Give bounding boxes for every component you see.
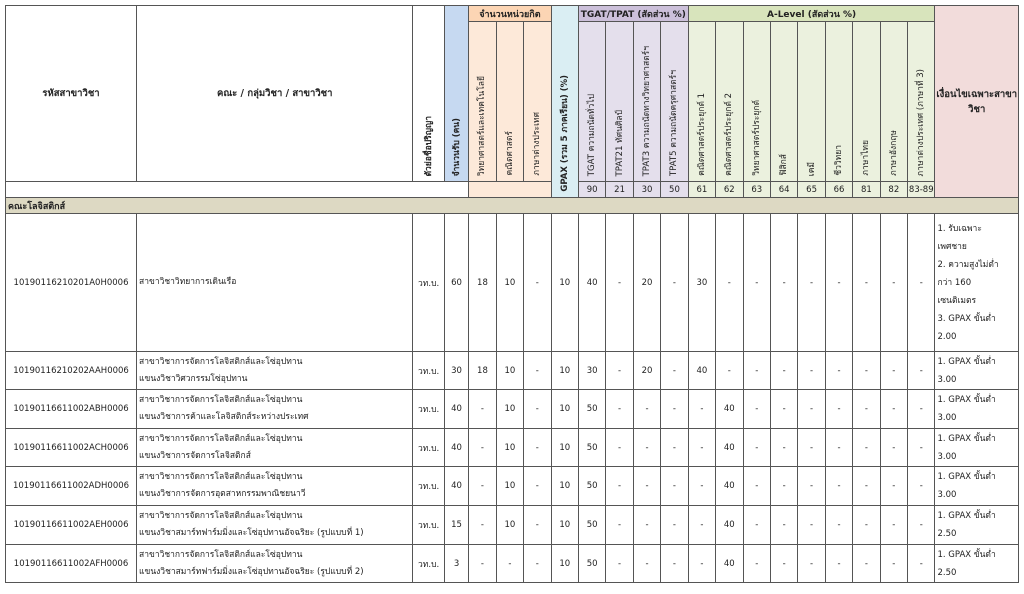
tgat-group-header: TGAT/TPAT (สัดส่วน %) [578, 6, 688, 22]
units-cell: - [469, 390, 496, 429]
units-cell: - [469, 429, 496, 467]
tgat-score-cell: - [606, 429, 633, 467]
alevel-score-cell: - [825, 545, 852, 583]
condition-line: 1. GPAX ขั้นต่ำ [937, 356, 996, 367]
header-code-row [6, 182, 1019, 198]
alevel-col-label: ภาษาต่างประเทศ (ภาษาที่ 3) [916, 68, 927, 176]
program-code-cell: 10190116210202AAH0006 [6, 352, 137, 390]
alevel-col-header [798, 22, 825, 182]
alevel-score-cell: - [688, 506, 715, 545]
tgat-col-header [578, 22, 605, 182]
units-col-header [496, 22, 523, 182]
program-track-line: แขนงวิชาการจัดการอุตสาหกรรมพาณิชยนาวี [139, 489, 306, 499]
program-track-line: แขนงวิชาสมาร์ทฟาร์มมิ่งและโซ่อุปทานอัจฉริยะ (รูปแบบที่ 1) [139, 528, 364, 538]
alevel-score-cell: 30 [688, 214, 715, 352]
tgat-score-cell: - [606, 467, 633, 506]
alevel-score-cell: - [798, 352, 825, 390]
alevel-score-cell: 40 [716, 545, 743, 583]
condition-line: 1. GPAX ขั้นต่ำ [937, 549, 996, 560]
program-track-line: แขนงวิชาการค้าและโลจิสติกส์ระหว่างประเทศ [139, 412, 309, 422]
quota-cell: 3 [444, 545, 468, 583]
alevel-score-cell: - [743, 214, 770, 352]
units-cell: - [469, 545, 496, 583]
units-cell: - [469, 506, 496, 545]
gpax-cell: 10 [551, 390, 578, 429]
faculty-section-row [6, 198, 1019, 214]
degree-cell: วท.บ. [413, 545, 444, 583]
units-cell: 18 [469, 214, 496, 352]
alevel-col-label: ฟิสิกส์ [779, 154, 790, 176]
degree-cell: วท.บ. [413, 214, 444, 352]
alevel-score-cell: - [743, 467, 770, 506]
units-col-header [524, 22, 551, 182]
alevel-score-cell: - [853, 467, 880, 506]
alevel-score-cell: - [798, 506, 825, 545]
alevel-score-cell: - [853, 506, 880, 545]
alevel-score-cell: - [908, 390, 935, 429]
alevel-score-cell: - [908, 352, 935, 390]
code-header: รหัสสาขาวิชา [6, 6, 137, 182]
units-cell: 10 [496, 506, 523, 545]
quota-cell: 40 [444, 390, 468, 429]
alevel-score-cell: - [743, 506, 770, 545]
tgat-score-cell: - [633, 429, 660, 467]
program-header: คณะ / กลุ่มวิชา / สาขาวิชา [137, 6, 413, 182]
program-code-cell: 10190116611002AFH0006 [6, 545, 137, 583]
alevel-score-cell: - [908, 429, 935, 467]
tgat-col-header [661, 22, 688, 182]
program-name-line: สาขาวิชาการจัดการโลจิสติกส์และโซ่อุปทาน [139, 395, 303, 405]
units-cell: 18 [469, 352, 496, 390]
alevel-score-cell: - [770, 467, 797, 506]
alevel-score-cell: - [716, 214, 743, 352]
condition-cell [935, 467, 1019, 506]
program-name-line: สาขาวิชาการจัดการโลจิสติกส์และโซ่อุปทาน [139, 433, 303, 444]
program-code-cell: 10190116611002AEH0006 [6, 506, 137, 545]
tgat-code-cell: 50 [661, 182, 688, 198]
tgat-score-cell: - [633, 506, 660, 545]
tgat-col-label: TPAT21 ทัศนศิลป์ [614, 109, 625, 176]
alevel-score-cell: - [798, 429, 825, 467]
program-name-line: สาขาวิชาการจัดการโลจิสติกส์และโซ่อุปทาน [139, 472, 303, 482]
alevel-score-cell: - [853, 352, 880, 390]
program-name-line: สาขาวิชาการจัดการโลจิสติกส์และโซ่อุปทาน [139, 511, 303, 521]
condition-line: เพศชาย [937, 241, 967, 252]
program-name-line: สาขาวิชาการจัดการโลจิสติกส์และโซ่อุปทาน [139, 549, 303, 560]
program-name-cell [137, 214, 413, 352]
alevel-score-cell: 40 [716, 506, 743, 545]
program-name-cell [137, 467, 413, 506]
alevel-score-cell: - [770, 390, 797, 429]
gpax-cell: 10 [551, 214, 578, 352]
alevel-col-label: ภาษาอังกฤษ [888, 130, 899, 176]
alevel-score-cell: - [825, 429, 852, 467]
alevel-col-label: วิทยาศาสตร์ประยุกต์ [751, 100, 762, 176]
alevel-code-cell: 65 [798, 182, 825, 198]
tgat-score-cell: 50 [578, 545, 605, 583]
degree-cell: วท.บ. [413, 467, 444, 506]
program-name-cell [137, 429, 413, 467]
alevel-score-cell: 40 [716, 429, 743, 467]
tgat-score-cell: - [661, 467, 688, 506]
alevel-score-cell: - [880, 214, 907, 352]
units-cell: - [524, 467, 551, 506]
degree-cell: วท.บ. [413, 506, 444, 545]
table-row [6, 506, 1019, 545]
degree-header-label: ตัวย่อชื่อปริญญา [423, 115, 434, 176]
condition-line: 2.50 [937, 567, 957, 578]
alevel-score-cell: - [853, 214, 880, 352]
units-col-label: คณิตศาสตร์ [504, 131, 515, 176]
table-row [6, 352, 1019, 390]
alevel-col-header [743, 22, 770, 182]
alevel-col-header [880, 22, 907, 182]
tgat-code-cell: 90 [578, 182, 605, 198]
units-cell: - [524, 352, 551, 390]
condition-cell [935, 506, 1019, 545]
alevel-score-cell: - [743, 545, 770, 583]
alevel-col-label: คณิตศาสตร์ประยุกต์ 2 [724, 93, 735, 176]
units-cell: - [496, 545, 523, 583]
alevel-score-cell: - [825, 390, 852, 429]
tgat-score-cell: 20 [633, 214, 660, 352]
program-track-line: แขนงวิชาวิศวกรรมโซ่อุปทาน [139, 373, 248, 384]
condition-line: 2.00 [937, 331, 957, 342]
tgat-score-cell: 50 [578, 467, 605, 506]
quota-cell: 30 [444, 352, 468, 390]
condition-line: 3.00 [937, 451, 957, 462]
tgat-score-cell: 40 [578, 214, 605, 352]
units-cell: 10 [496, 429, 523, 467]
alevel-score-cell: - [908, 506, 935, 545]
tgat-score-cell: - [661, 429, 688, 467]
condition-line: กว่า 160 [937, 277, 972, 288]
program-code-cell: 10190116611002ADH0006 [6, 467, 137, 506]
alevel-code-cell: 82 [880, 182, 907, 198]
admission-criteria-table [5, 5, 1019, 583]
condition-line: 3.00 [937, 374, 957, 385]
alevel-score-cell: - [770, 429, 797, 467]
tgat-score-cell: - [606, 545, 633, 583]
alevel-score-cell: - [880, 352, 907, 390]
tgat-code-cell: 30 [633, 182, 660, 198]
units-cell: - [524, 390, 551, 429]
alevel-col-label: คณิตศาสตร์ประยุกต์ 1 [696, 93, 707, 176]
tgat-score-cell: 20 [633, 352, 660, 390]
condition-line: 3.00 [937, 490, 957, 500]
alevel-score-cell: - [688, 390, 715, 429]
alevel-col-header [825, 22, 852, 182]
condition-cell [935, 545, 1019, 583]
conditions-header: เงื่อนไขเฉพาะสาขาวิชา [935, 6, 1019, 198]
degree-cell: วท.บ. [413, 352, 444, 390]
quota-cell: 40 [444, 429, 468, 467]
gpax-cell: 10 [551, 545, 578, 583]
table-row [6, 214, 1019, 352]
tgat-score-cell: 50 [578, 429, 605, 467]
alevel-score-cell: - [880, 506, 907, 545]
alevel-score-cell: - [688, 545, 715, 583]
quota-header-label: จำนวนรับ (คน) [451, 117, 462, 176]
quota-cell: 60 [444, 214, 468, 352]
quota-header [444, 6, 468, 182]
alevel-col-label: เคมี [806, 161, 817, 176]
alevel-col-header [716, 22, 743, 182]
tgat-score-cell: - [633, 467, 660, 506]
program-name-cell [137, 352, 413, 390]
units-col-label: วิทยาศาสตร์และเทคโนโลยี [477, 75, 488, 176]
tgat-code-cell: 21 [606, 182, 633, 198]
alevel-score-cell: - [798, 390, 825, 429]
alevel-score-cell: - [853, 545, 880, 583]
units-cell: - [469, 467, 496, 506]
gpax-header-label: GPAX (รวม 5 ภาคเรียน) (%) [559, 75, 570, 192]
alevel-col-label: ภาษาไทย [861, 140, 872, 176]
alevel-score-cell: - [798, 545, 825, 583]
tgat-col-label: TPAT5 ความถนัดครุศาสตร์ฯ [669, 69, 680, 176]
condition-line: 1. GPAX ขั้นต่ำ [937, 433, 996, 444]
alevel-score-cell: - [798, 467, 825, 506]
alevel-col-header [853, 22, 880, 182]
alevel-score-cell: - [688, 429, 715, 467]
units-cell: 10 [496, 214, 523, 352]
program-track-line: แขนงวิชาสมาร์ทฟาร์มมิ่งและโซ่อุปทานอัจฉริยะ (รูปแบบที่ 2) [139, 566, 364, 577]
gpax-cell: 10 [551, 467, 578, 506]
alevel-score-cell: - [770, 214, 797, 352]
units-cell: - [524, 506, 551, 545]
faculty-section-label: คณะโลจิสติกส์ [6, 198, 1019, 214]
alevel-score-cell: - [853, 390, 880, 429]
alevel-score-cell: - [825, 214, 852, 352]
tgat-score-cell: 50 [578, 506, 605, 545]
table-row [6, 429, 1019, 467]
alevel-score-cell: - [825, 352, 852, 390]
tgat-col-header [633, 22, 660, 182]
table-row [6, 390, 1019, 429]
alevel-score-cell: - [770, 545, 797, 583]
tgat-score-cell: - [606, 506, 633, 545]
condition-line: 3.00 [937, 413, 957, 423]
alevel-score-cell: - [825, 467, 852, 506]
units-cell: 10 [496, 390, 523, 429]
degree-cell: วท.บ. [413, 390, 444, 429]
alevel-code-cell: 64 [770, 182, 797, 198]
alevel-col-label: ชีววิทยา [833, 145, 844, 176]
alevel-score-cell: - [853, 429, 880, 467]
tgat-col-label: TGAT ความถนัดทั่วไป [587, 93, 598, 176]
units-cell: - [524, 214, 551, 352]
alevel-score-cell: - [908, 467, 935, 506]
units-col-header [469, 22, 496, 182]
alevel-col-header [908, 22, 935, 182]
program-name-cell [137, 545, 413, 583]
alevel-score-cell: - [798, 214, 825, 352]
condition-line: 1. GPAX ขั้นต่ำ [937, 395, 996, 405]
condition-line: 1. GPAX ขั้นต่ำ [937, 472, 996, 482]
header-group-row [6, 6, 1019, 22]
tgat-score-cell: - [661, 352, 688, 390]
condition-line: 2.50 [937, 529, 957, 539]
program-track-line: แขนงวิชาการจัดการโลจิสติกส์ [139, 450, 251, 461]
program-name-cell [137, 390, 413, 429]
condition-line: 3. GPAX ขั้นต่ำ [937, 313, 996, 324]
program-code-cell: 10190116611002ABH0006 [6, 390, 137, 429]
tgat-score-cell: - [661, 214, 688, 352]
table-row [6, 545, 1019, 583]
alevel-score-cell: - [825, 506, 852, 545]
program-name-line: สาขาวิชาการจัดการโลจิสติกส์และโซ่อุปทาน [139, 356, 303, 367]
table-row [6, 467, 1019, 506]
alevel-score-cell: - [880, 467, 907, 506]
condition-line: เซนติเมตร [937, 295, 977, 306]
program-name-line: สาขาวิชาวิทยาการเดินเรือ [139, 277, 237, 287]
alevel-score-cell: - [908, 214, 935, 352]
quota-cell: 15 [444, 506, 468, 545]
program-code-cell: 10190116210201A0H0006 [6, 214, 137, 352]
alevel-score-cell: - [880, 390, 907, 429]
alevel-group-header: A-Level (สัดส่วน %) [688, 6, 935, 22]
condition-cell [935, 352, 1019, 390]
alevel-score-cell: - [770, 506, 797, 545]
alevel-score-cell: 40 [688, 352, 715, 390]
alevel-col-header [770, 22, 797, 182]
tgat-col-label: TPAT3 ความถนัดทางวิทยาศาสตร์ฯ [642, 45, 652, 176]
alevel-score-cell: - [880, 429, 907, 467]
alevel-code-cell: 61 [688, 182, 715, 198]
alevel-score-cell: - [716, 352, 743, 390]
condition-line: 2. ความสูงไม่ต่ำ [937, 259, 999, 270]
tgat-score-cell: - [606, 214, 633, 352]
units-cell: 10 [496, 352, 523, 390]
units-col-label: ภาษาต่างประเทศ [532, 112, 543, 176]
tgat-score-cell: - [661, 506, 688, 545]
alevel-code-cell: 63 [743, 182, 770, 198]
alevel-score-cell: - [880, 545, 907, 583]
alevel-score-cell: - [908, 545, 935, 583]
tgat-score-cell: - [661, 390, 688, 429]
tgat-score-cell: - [633, 390, 660, 429]
tgat-score-cell: 30 [578, 352, 605, 390]
gpax-cell: 10 [551, 506, 578, 545]
code-row-spacer [6, 182, 469, 198]
units-cell: 10 [496, 467, 523, 506]
condition-line: 1. GPAX ขั้นต่ำ [937, 511, 996, 521]
condition-cell [935, 214, 1019, 352]
program-code-cell: 10190116611002ACH0006 [6, 429, 137, 467]
tgat-score-cell: - [661, 545, 688, 583]
gpax-header [551, 6, 578, 198]
alevel-score-cell: 40 [716, 390, 743, 429]
tgat-col-header [606, 22, 633, 182]
condition-cell [935, 429, 1019, 467]
tgat-score-cell: - [606, 352, 633, 390]
alevel-score-cell: - [688, 467, 715, 506]
gpax-cell: 10 [551, 352, 578, 390]
units-code-spacer [469, 182, 551, 198]
alevel-code-cell: 62 [716, 182, 743, 198]
alevel-code-cell: 83-89 [908, 182, 935, 198]
gpax-cell: 10 [551, 429, 578, 467]
alevel-score-cell: - [770, 352, 797, 390]
tgat-score-cell: - [606, 390, 633, 429]
degree-header [413, 6, 444, 182]
condition-cell [935, 390, 1019, 429]
units-cell: - [524, 429, 551, 467]
tgat-score-cell: - [633, 545, 660, 583]
program-name-cell [137, 506, 413, 545]
units-group-header: จำนวนหน่วยกิต [469, 6, 551, 22]
quota-cell: 40 [444, 467, 468, 506]
tgat-score-cell: 50 [578, 390, 605, 429]
alevel-code-cell: 81 [853, 182, 880, 198]
alevel-col-header [688, 22, 715, 182]
degree-cell: วท.บ. [413, 429, 444, 467]
alevel-score-cell: - [743, 429, 770, 467]
alevel-score-cell: - [743, 390, 770, 429]
admission-table-wrapper [5, 5, 1019, 583]
condition-line: 1. รับเฉพาะ [937, 223, 982, 234]
alevel-score-cell: - [743, 352, 770, 390]
units-cell: - [524, 545, 551, 583]
alevel-code-cell: 66 [825, 182, 852, 198]
alevel-score-cell: 40 [716, 467, 743, 506]
